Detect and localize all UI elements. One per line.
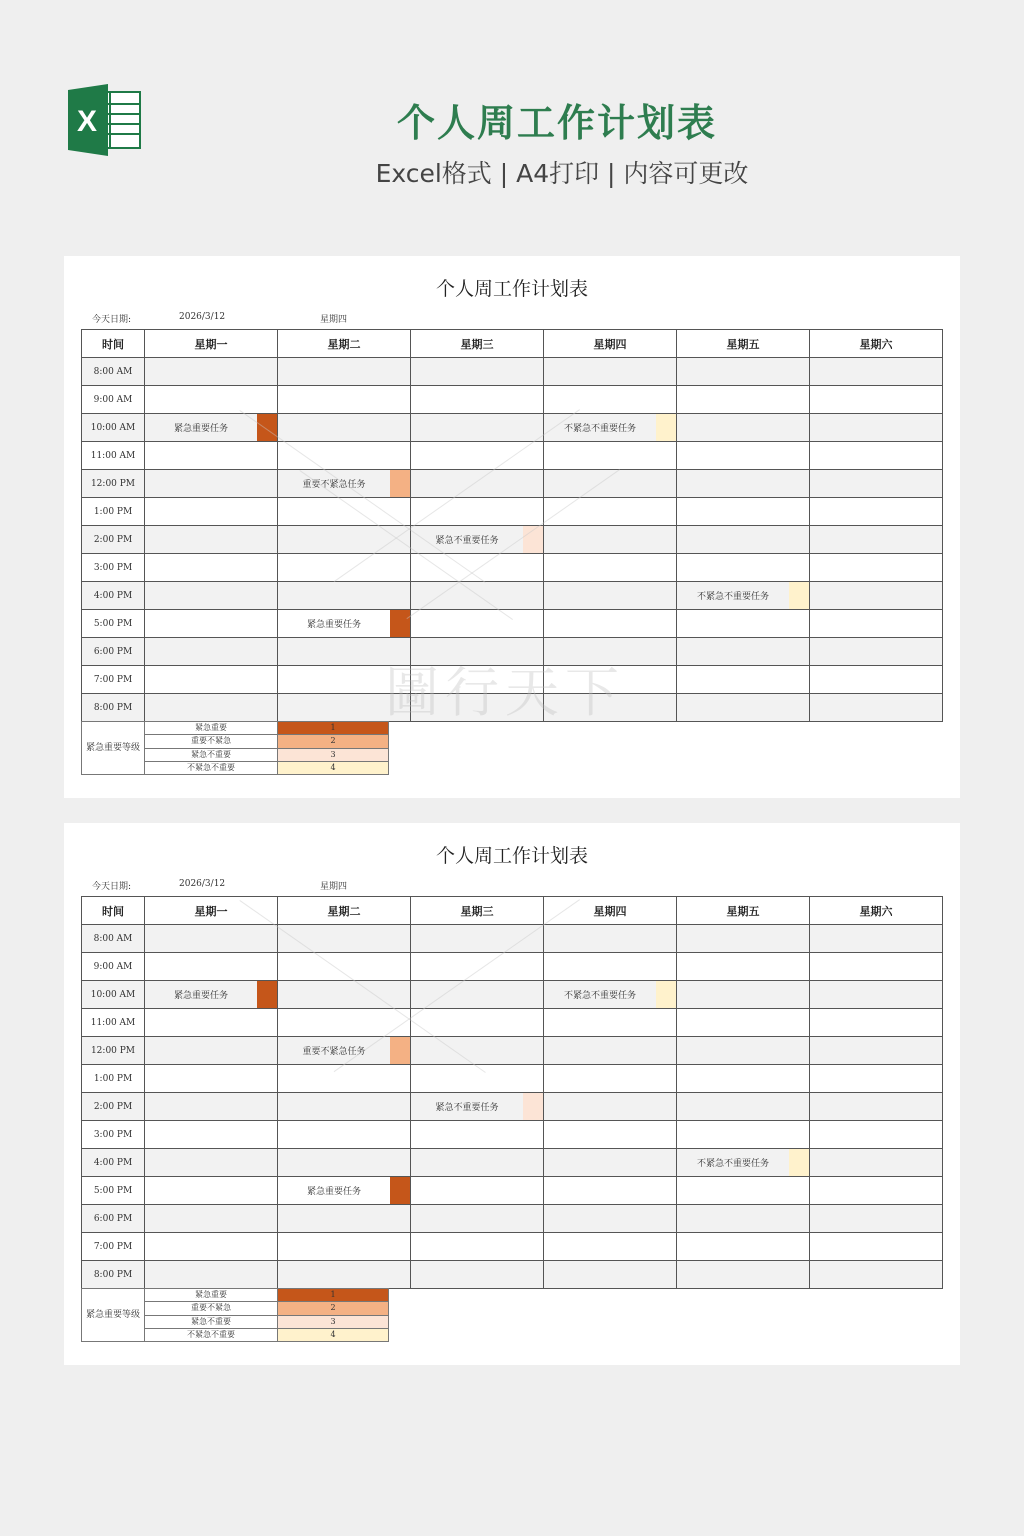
schedule-cell[interactable]: [810, 414, 943, 442]
schedule-cell[interactable]: [677, 1065, 810, 1093]
time-cell: 3:00 PM: [82, 1121, 145, 1149]
legend-item-name: 紧急重要: [145, 1289, 278, 1302]
task-label: 紧急重要任务: [306, 1187, 361, 1197]
time-cell: 10:00 AM: [82, 981, 145, 1009]
schedule-cell[interactable]: [411, 1149, 544, 1177]
schedule-cell[interactable]: [544, 554, 677, 582]
schedule-cell[interactable]: [677, 358, 810, 386]
schedule-cell[interactable]: [411, 358, 544, 386]
schedule-cell[interactable]: [544, 953, 677, 981]
table-row: [82, 1121, 943, 1149]
priority-swatch: [390, 610, 410, 637]
time-cell: 10:00 AM: [82, 414, 145, 442]
page-header: [0, 0, 1024, 240]
time-cell: 9:00 AM: [82, 953, 145, 981]
task-label: 不紧急不重要任务: [563, 424, 636, 434]
priority-swatch: [523, 1093, 543, 1120]
schedule-cell[interactable]: [278, 1261, 411, 1289]
task-label: 不紧急不重要任务: [696, 1159, 769, 1169]
schedule-cell[interactable]: [145, 526, 278, 554]
time-cell: 6:00 PM: [82, 1205, 145, 1233]
task-label: 紧急重要任务: [173, 991, 228, 1001]
schedule-cell[interactable]: [810, 554, 943, 582]
table-row: [82, 386, 943, 414]
schedule-cell[interactable]: [278, 925, 411, 953]
schedule-cell[interactable]: [145, 358, 278, 386]
schedule-cell[interactable]: [544, 582, 677, 610]
schedule-cell[interactable]: [677, 526, 810, 554]
schedule-cell[interactable]: [810, 358, 943, 386]
schedule-cell[interactable]: [278, 414, 411, 442]
schedule-cell[interactable]: [677, 1233, 810, 1261]
schedule-cell[interactable]: [810, 610, 943, 638]
schedule-cell[interactable]: [278, 358, 411, 386]
schedule-cell[interactable]: [677, 1177, 810, 1205]
schedule-cell[interactable]: [278, 1149, 411, 1177]
table-row: [82, 1233, 943, 1261]
legend-item-value: 3: [278, 748, 389, 761]
schedule-cell[interactable]: [810, 694, 943, 722]
page-title: 个人周工作计划表: [396, 101, 717, 145]
schedule-cell[interactable]: [677, 610, 810, 638]
priority-swatch: [390, 1037, 410, 1064]
schedule-cell[interactable]: [810, 1121, 943, 1149]
table-row: [82, 1149, 943, 1177]
schedule-cell[interactable]: [411, 953, 544, 981]
schedule-cell[interactable]: [411, 386, 544, 414]
schedule-cell[interactable]: [677, 694, 810, 722]
schedule-cell[interactable]: [677, 582, 810, 610]
schedule-cell[interactable]: [411, 1065, 544, 1093]
legend-item-value: 2: [278, 1302, 389, 1315]
schedule-cell[interactable]: [145, 694, 278, 722]
schedule-cell[interactable]: [810, 981, 943, 1009]
watermark: 圖行天下: [385, 661, 625, 724]
schedule-cell[interactable]: [677, 554, 810, 582]
column-header-day: 星期六: [810, 330, 943, 358]
excel-logo-letter: X: [76, 105, 98, 138]
schedule-cell[interactable]: [544, 1177, 677, 1205]
schedule-cell[interactable]: [810, 1233, 943, 1261]
schedule-cell[interactable]: [145, 638, 278, 666]
column-header-day: 星期四: [544, 897, 677, 925]
today-weekday: 星期四: [320, 882, 348, 892]
schedule-cell[interactable]: [677, 1149, 810, 1177]
schedule-cell[interactable]: [677, 1037, 810, 1065]
schedule-cell[interactable]: [544, 610, 677, 638]
time-cell: 12:00 PM: [82, 470, 145, 498]
column-header-day: 星期六: [810, 897, 943, 925]
table-row: [82, 358, 943, 386]
schedule-cell[interactable]: [145, 442, 278, 470]
schedule-cell[interactable]: [145, 1009, 278, 1037]
table-row: [82, 1037, 943, 1065]
legend-title: 紧急重要等级: [82, 722, 145, 775]
table-row: [82, 1205, 943, 1233]
schedule-cell[interactable]: [544, 470, 677, 498]
priority-swatch: [390, 1177, 410, 1204]
schedule-cell[interactable]: [145, 1205, 278, 1233]
schedule-cell[interactable]: [677, 498, 810, 526]
schedule-cell[interactable]: [411, 1121, 544, 1149]
column-header-day: 星期五: [677, 330, 810, 358]
time-cell: 9:00 AM: [82, 386, 145, 414]
schedule-cell[interactable]: [810, 1261, 943, 1289]
task-label: 紧急不重要任务: [435, 536, 499, 546]
legend-item-value: 3: [278, 1315, 389, 1328]
schedule-cell[interactable]: [411, 1009, 544, 1037]
schedule-cell[interactable]: [278, 526, 411, 554]
legend-item-name: 重要不紧急: [145, 1302, 278, 1315]
table-row: [82, 610, 943, 638]
schedule-cell[interactable]: [677, 1261, 810, 1289]
schedule-cell[interactable]: [810, 1037, 943, 1065]
legend-title: 紧急重要等级: [82, 1289, 145, 1342]
schedule-cell[interactable]: [810, 442, 943, 470]
schedule-cell[interactable]: [544, 1149, 677, 1177]
task-label: 紧急重要任务: [173, 424, 228, 434]
priority-swatch: [257, 981, 277, 1008]
schedule-cell[interactable]: [677, 925, 810, 953]
column-header-time: 时间: [82, 897, 145, 925]
legend-item-name: 不紧急不重要: [145, 1328, 278, 1341]
priority-legend: [81, 721, 389, 775]
column-header-day: 星期一: [145, 897, 278, 925]
schedule-cell[interactable]: [278, 1205, 411, 1233]
table-row: [82, 953, 943, 981]
task-label: 不紧急不重要任务: [696, 592, 769, 602]
schedule-cell[interactable]: [810, 1177, 943, 1205]
schedule-cell[interactable]: [278, 1121, 411, 1149]
time-cell: 7:00 PM: [82, 666, 145, 694]
schedule-cell[interactable]: [411, 1261, 544, 1289]
schedule-cell[interactable]: [677, 1009, 810, 1037]
today-weekday: 星期四: [320, 315, 348, 325]
schedule-cell[interactable]: [411, 470, 544, 498]
time-cell: 2:00 PM: [82, 526, 145, 554]
schedule-cell[interactable]: [810, 925, 943, 953]
schedule-cell[interactable]: [145, 1037, 278, 1065]
time-cell: 12:00 PM: [82, 1037, 145, 1065]
legend-item-name: 紧急不重要: [145, 1315, 278, 1328]
time-cell: 4:00 PM: [82, 1149, 145, 1177]
schedule-cell[interactable]: [145, 1093, 278, 1121]
table-row: [82, 1065, 943, 1093]
schedule-cell[interactable]: [677, 470, 810, 498]
schedule-cell[interactable]: [145, 1149, 278, 1177]
table-row: [82, 1261, 943, 1289]
schedule-cell[interactable]: [145, 386, 278, 414]
time-cell: 5:00 PM: [82, 1177, 145, 1205]
schedule-cell[interactable]: [544, 981, 677, 1009]
schedule-cell[interactable]: [145, 554, 278, 582]
schedule-cell[interactable]: [145, 414, 278, 442]
schedule-cell[interactable]: [677, 414, 810, 442]
schedule-cell[interactable]: [544, 414, 677, 442]
task-label: 重要不紧急任务: [302, 480, 366, 490]
schedule-cell[interactable]: [145, 981, 278, 1009]
schedule-cell[interactable]: [810, 1205, 943, 1233]
table-row: [82, 582, 943, 610]
table-row: [82, 1177, 943, 1205]
schedule-cell[interactable]: [411, 498, 544, 526]
time-cell: 4:00 PM: [82, 582, 145, 610]
schedule-cell[interactable]: [145, 1177, 278, 1205]
schedule-cell[interactable]: [278, 1177, 411, 1205]
schedule-cell[interactable]: [677, 1093, 810, 1121]
schedule-cell[interactable]: [544, 1261, 677, 1289]
legend-item-name: 重要不紧急: [145, 735, 278, 748]
schedule-cell[interactable]: [544, 1065, 677, 1093]
schedule-cell[interactable]: [145, 1065, 278, 1093]
table-row: [82, 414, 943, 442]
schedule-cell[interactable]: [810, 386, 943, 414]
time-cell: 8:00 AM: [82, 358, 145, 386]
table-row: [82, 498, 943, 526]
schedule-cell[interactable]: [145, 610, 278, 638]
schedule-cell[interactable]: [411, 1233, 544, 1261]
schedule-cell[interactable]: [810, 470, 943, 498]
task-label: 紧急不重要任务: [435, 1103, 499, 1113]
priority-swatch: [390, 470, 410, 497]
time-cell: 1:00 PM: [82, 498, 145, 526]
schedule-cell[interactable]: [278, 981, 411, 1009]
schedule-cell[interactable]: [810, 1065, 943, 1093]
schedule-cell[interactable]: [677, 953, 810, 981]
table-row: [82, 925, 943, 953]
schedule-cell[interactable]: [810, 953, 943, 981]
priority-legend: [81, 1288, 389, 1342]
legend-item-value: 4: [278, 761, 389, 774]
column-header-day: 星期二: [278, 897, 411, 925]
time-cell: 11:00 AM: [82, 1009, 145, 1037]
schedule-cell[interactable]: [145, 1121, 278, 1149]
column-header-time: 时间: [82, 330, 145, 358]
column-header-day: 星期二: [278, 330, 411, 358]
priority-swatch: [257, 414, 277, 441]
time-cell: 8:00 PM: [82, 694, 145, 722]
schedule-cell[interactable]: [677, 386, 810, 414]
schedule-cell[interactable]: [544, 358, 677, 386]
schedule-cell[interactable]: [278, 953, 411, 981]
legend-item-value: 2: [278, 735, 389, 748]
legend-item-name: 不紧急不重要: [145, 761, 278, 774]
time-cell: 11:00 AM: [82, 442, 145, 470]
table-row: [82, 1009, 943, 1037]
today-date: 2026/3/12: [179, 312, 226, 322]
schedule-cell[interactable]: [278, 1037, 411, 1065]
column-header-day: 星期五: [677, 897, 810, 925]
schedule-cell[interactable]: [411, 610, 544, 638]
schedule-cell[interactable]: [411, 442, 544, 470]
schedule-cell[interactable]: [544, 925, 677, 953]
schedule-cell[interactable]: [544, 1205, 677, 1233]
schedule-cell[interactable]: [411, 1037, 544, 1065]
schedule-cell[interactable]: [544, 386, 677, 414]
time-cell: 8:00 PM: [82, 1261, 145, 1289]
schedule-cell[interactable]: [278, 1233, 411, 1261]
time-cell: 7:00 PM: [82, 1233, 145, 1261]
schedule-cell[interactable]: [810, 582, 943, 610]
time-cell: 2:00 PM: [82, 1093, 145, 1121]
task-label: 紧急重要任务: [306, 620, 361, 630]
schedule-cell[interactable]: [278, 554, 411, 582]
task-label: 不紧急不重要任务: [563, 991, 636, 1001]
schedule-cell[interactable]: [145, 953, 278, 981]
schedule-cell[interactable]: [810, 1009, 943, 1037]
schedule-cell[interactable]: [544, 442, 677, 470]
schedule-cell[interactable]: [677, 1121, 810, 1149]
schedule-cell[interactable]: [278, 1093, 411, 1121]
page-subtitle: Excel格式 | A4打印 | 内容可更改: [375, 159, 749, 188]
schedule-cell[interactable]: [810, 1149, 943, 1177]
schedule-cell[interactable]: [810, 638, 943, 666]
schedule-cell[interactable]: [544, 1037, 677, 1065]
today-label: 今天日期:: [92, 882, 132, 892]
schedule-cell[interactable]: [278, 582, 411, 610]
table-row: [82, 526, 943, 554]
table-row: [82, 470, 943, 498]
schedule-cell[interactable]: [411, 1177, 544, 1205]
column-header-day: 星期三: [411, 897, 544, 925]
schedule-cell[interactable]: [411, 526, 544, 554]
schedule-cell[interactable]: [810, 1093, 943, 1121]
weekly-plan-sheet-2: [64, 823, 960, 1365]
time-cell: 3:00 PM: [82, 554, 145, 582]
sheet-title: 个人周工作计划表: [435, 845, 588, 867]
schedule-cell[interactable]: [145, 666, 278, 694]
legend-item-value: 4: [278, 1328, 389, 1341]
schedule-cell[interactable]: [810, 498, 943, 526]
column-header-day: 星期三: [411, 330, 544, 358]
schedule-cell[interactable]: [544, 526, 677, 554]
legend-item-name: 紧急不重要: [145, 748, 278, 761]
schedule-cell[interactable]: [145, 925, 278, 953]
schedule-cell[interactable]: [278, 1065, 411, 1093]
schedule-cell[interactable]: [544, 1121, 677, 1149]
legend-item-name: 紧急重要: [145, 722, 278, 735]
schedule-cell[interactable]: [145, 582, 278, 610]
column-header-day: 星期四: [544, 330, 677, 358]
time-cell: 8:00 AM: [82, 925, 145, 953]
schedule-cell[interactable]: [411, 414, 544, 442]
priority-swatch: [656, 414, 676, 441]
today-label: 今天日期:: [92, 315, 132, 325]
today-date: 2026/3/12: [179, 879, 226, 889]
table-row: [82, 1093, 943, 1121]
schedule-cell[interactable]: [411, 1205, 544, 1233]
schedule-cell[interactable]: [677, 442, 810, 470]
schedule-cell[interactable]: [145, 470, 278, 498]
priority-swatch: [656, 981, 676, 1008]
schedule-cell[interactable]: [810, 526, 943, 554]
schedule-cell[interactable]: [278, 442, 411, 470]
legend-item-value: 1: [278, 722, 389, 735]
schedule-cell[interactable]: [544, 1093, 677, 1121]
schedule-table: [81, 896, 943, 1289]
schedule-cell[interactable]: [677, 1205, 810, 1233]
time-cell: 6:00 PM: [82, 638, 145, 666]
schedule-cell[interactable]: [544, 1233, 677, 1261]
priority-swatch: [789, 1149, 809, 1176]
schedule-cell[interactable]: [145, 1261, 278, 1289]
sheet-title: 个人周工作计划表: [435, 278, 588, 300]
time-cell: 1:00 PM: [82, 1065, 145, 1093]
legend-item-value: 1: [278, 1289, 389, 1302]
schedule-cell[interactable]: [677, 666, 810, 694]
schedule-cell[interactable]: [544, 498, 677, 526]
time-cell: 5:00 PM: [82, 610, 145, 638]
schedule-cell[interactable]: [411, 1093, 544, 1121]
table-row: [82, 981, 943, 1009]
column-header-day: 星期一: [145, 330, 278, 358]
schedule-cell[interactable]: [810, 666, 943, 694]
schedule-cell[interactable]: [145, 498, 278, 526]
task-label: 重要不紧急任务: [302, 1047, 366, 1057]
schedule-cell[interactable]: [544, 1009, 677, 1037]
table-row: [82, 554, 943, 582]
priority-swatch: [789, 582, 809, 609]
schedule-cell[interactable]: [677, 638, 810, 666]
schedule-cell[interactable]: [278, 610, 411, 638]
schedule-cell[interactable]: [278, 386, 411, 414]
schedule-cell[interactable]: [677, 981, 810, 1009]
schedule-cell[interactable]: [145, 1233, 278, 1261]
